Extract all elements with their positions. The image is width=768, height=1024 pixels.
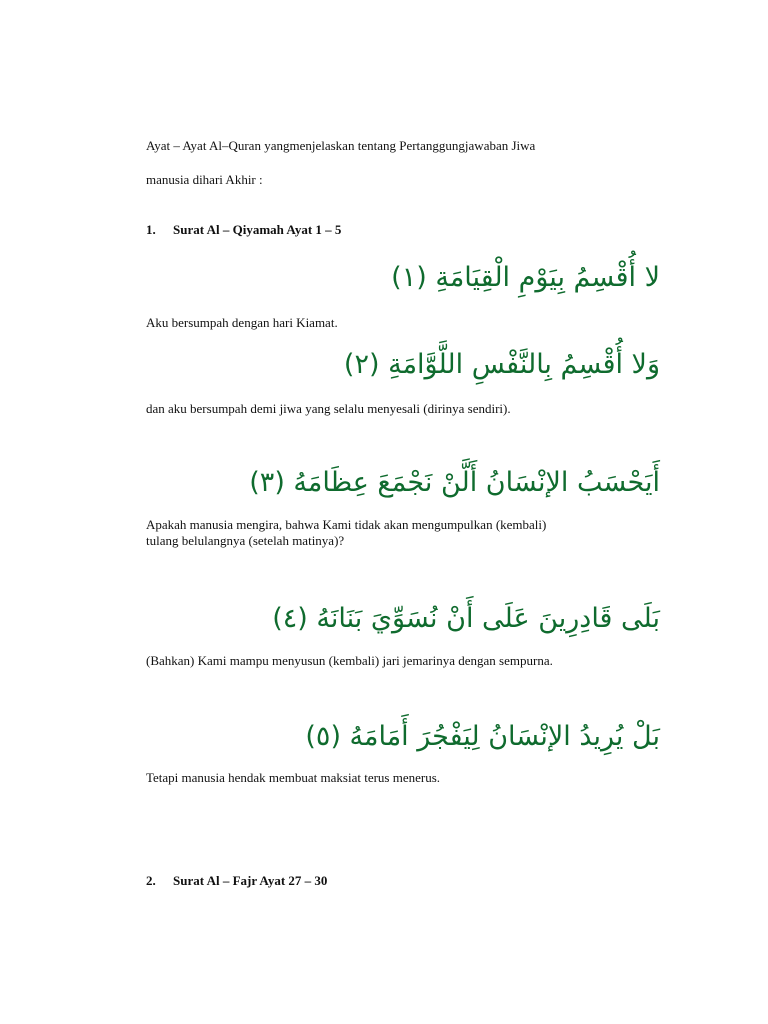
- translation-verse-3-line-1: Apakah manusia mengira, bahwa Kami tidak akan mengumpulkan (kembali): [146, 517, 547, 532]
- arabic-verse-2: وَلا أُقْسِمُ بِالنَّفْسِ اللَّوَّامَةِ (٢): [343, 349, 660, 380]
- translation-verse-2: dan aku bersumpah demi jiwa yang selalu menyesali (dirinya sendiri).: [146, 401, 511, 416]
- translation-verse-1: Aku bersumpah dengan hari Kiamat.: [146, 315, 338, 330]
- intro-line-1: Ayat – Ayat Al–Quran yangmenjelaskan tentang Pertanggungjawaban Jiwa: [146, 138, 536, 153]
- arabic-verse-1: لا أُقْسِمُ بِيَوْمِ الْقِيَامَةِ (١): [391, 262, 660, 293]
- section-heading-fajr: [146, 873, 327, 889]
- section-number: 2.: [146, 873, 156, 888]
- section-title: Surat Al – Qiyamah Ayat 1 – 5: [173, 222, 342, 237]
- section-heading-qiyamah: [146, 222, 341, 238]
- arabic-verse-5: بَلْ يُرِيدُ الإنْسَانُ لِيَفْجُرَ أَمَامَهُ (٥): [305, 721, 660, 752]
- section-number: 1.: [146, 222, 156, 237]
- arabic-verse-3: أَيَحْسَبُ الإنْسَانُ أَلَّنْ نَجْمَعَ عِظَامَهُ (٣): [249, 467, 660, 498]
- translation-verse-5: Tetapi manusia hendak membuat maksiat terus menerus.: [146, 770, 441, 785]
- translation-verse-4: (Bahkan) Kami mampu menyusun (kembali) jari jemarinya dengan sempurna.: [146, 653, 553, 668]
- translation-verse-3-line-2: tulang belulangnya (setelah matinya)?: [146, 533, 345, 548]
- intro-line-2: manusia dihari Akhir :: [146, 172, 263, 187]
- arabic-verse-4: بَلَى قَادِرِينَ عَلَى أَنْ نُسَوِّيَ بَنَانَهُ (٤): [272, 603, 660, 634]
- section-title: Surat Al – Fajr Ayat 27 – 30: [173, 873, 328, 888]
